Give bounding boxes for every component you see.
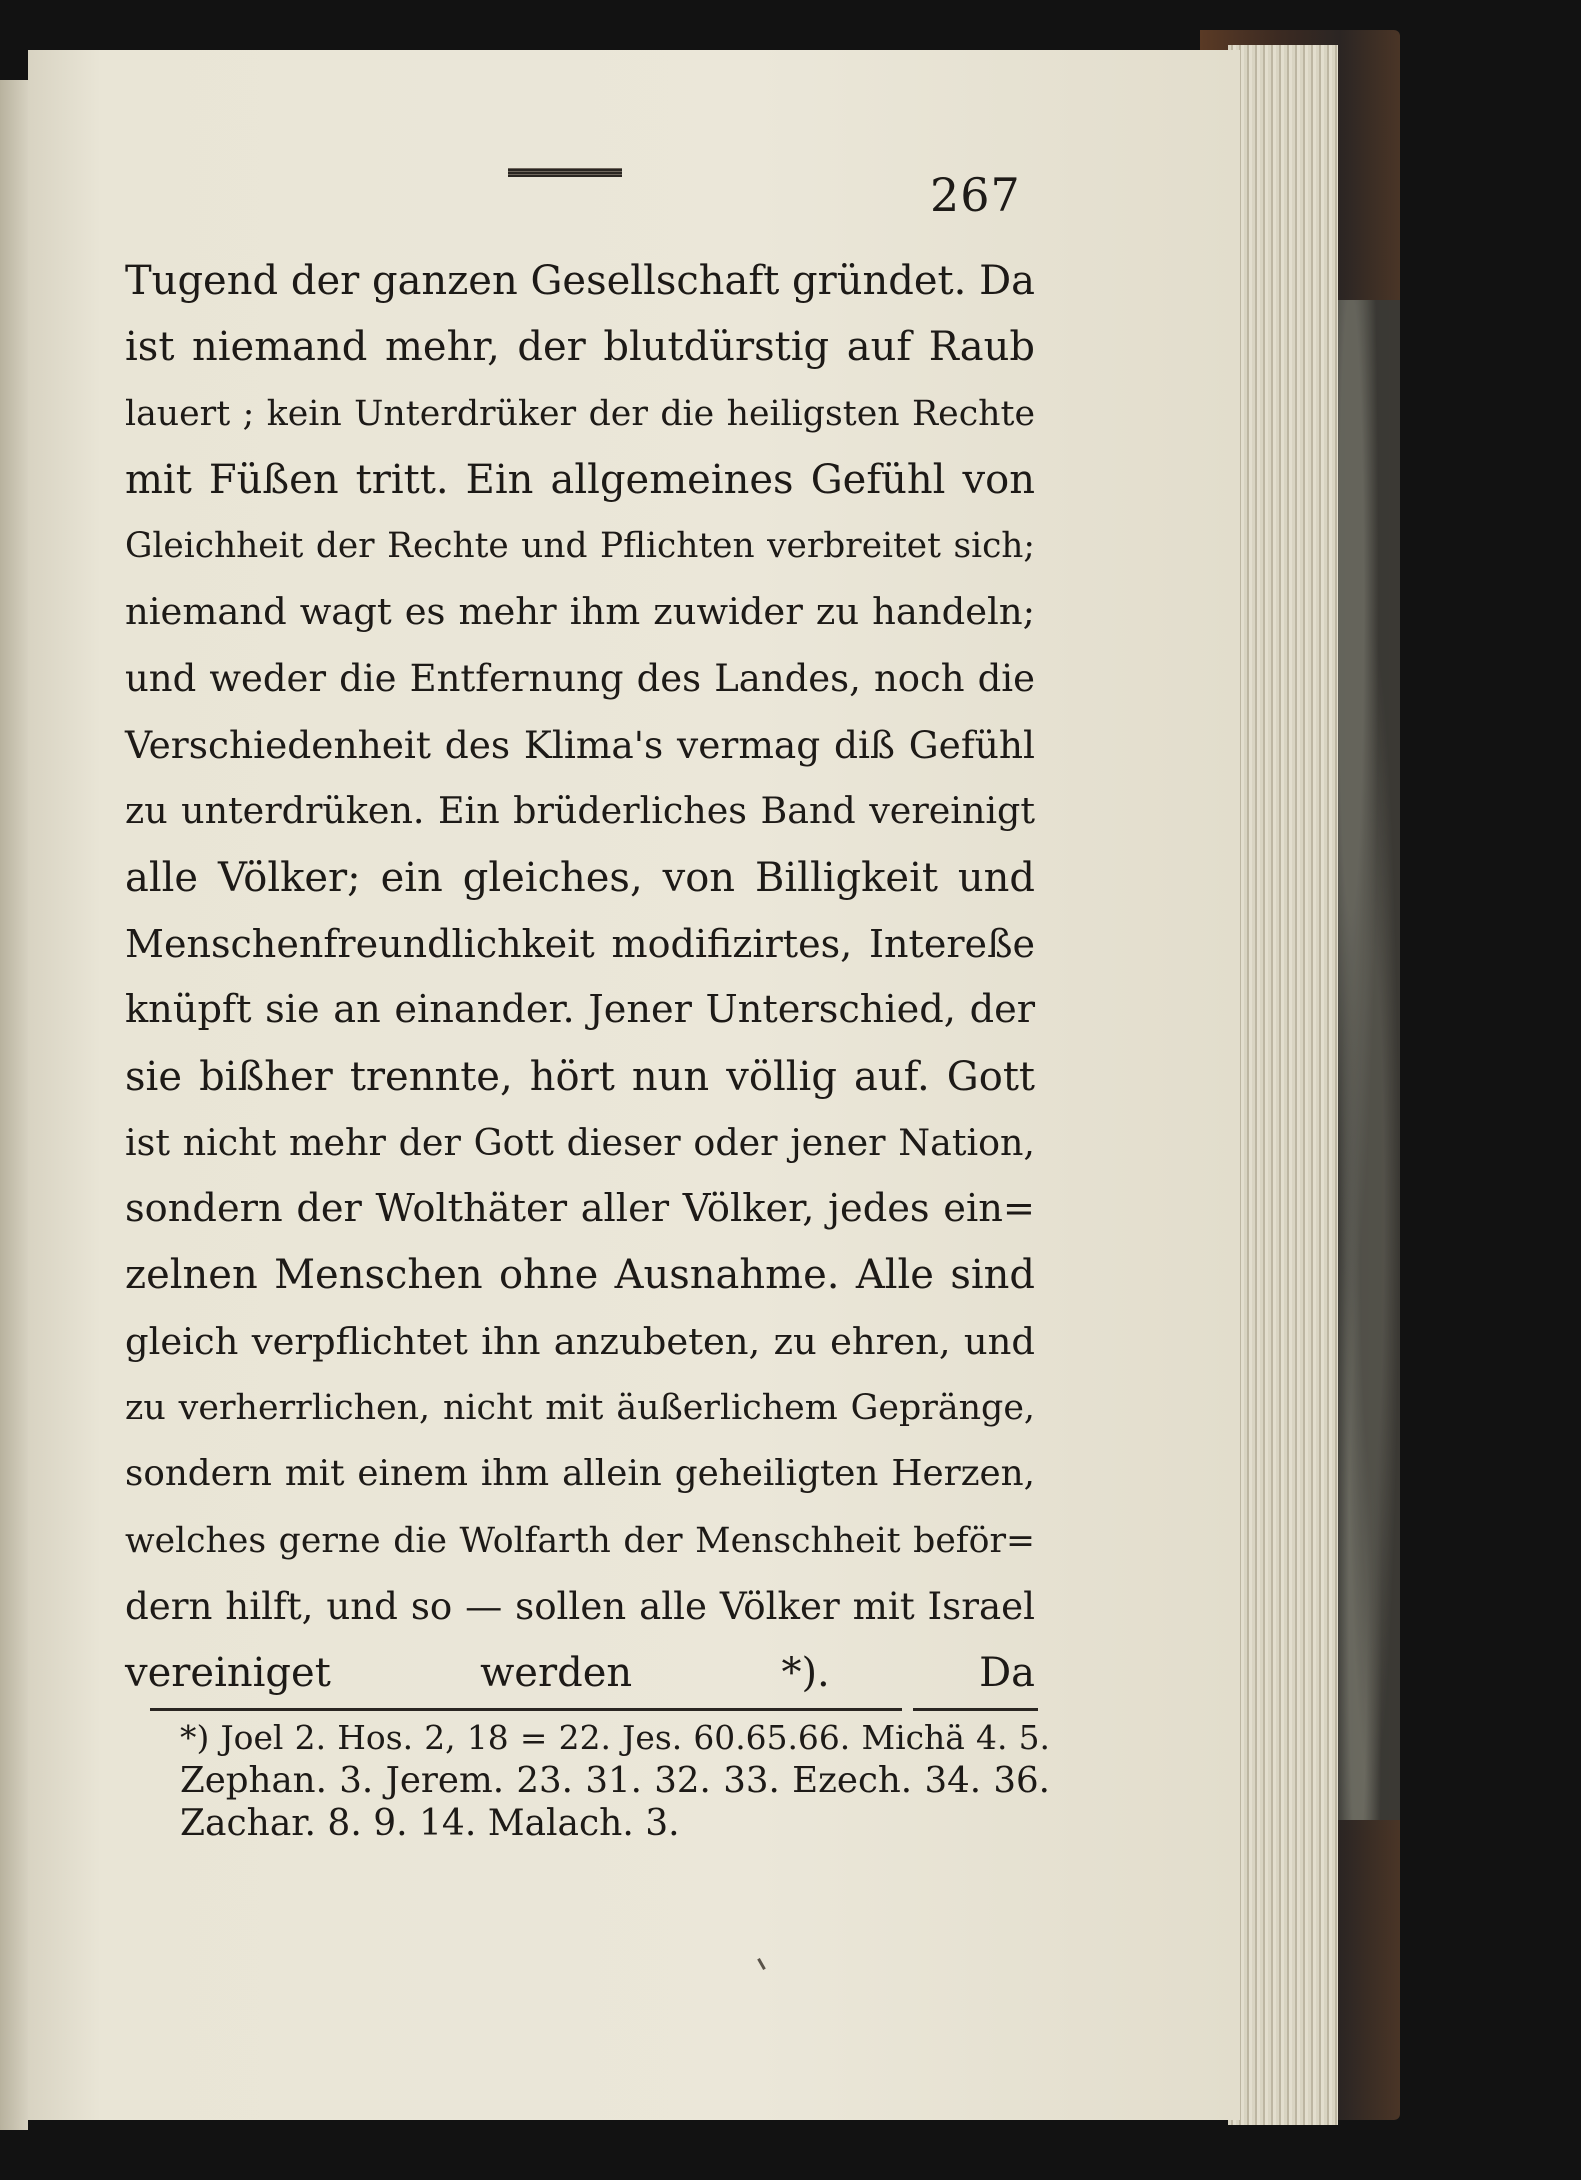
text-line: Gleichheit der Rechte und Pflichten verbreitet sich; (125, 526, 1035, 567)
footnote (180, 1716, 1050, 1845)
facing-page-edge (0, 80, 28, 2130)
text-line: Verschiedenheit des Klima's vermag diß Gefühl (125, 723, 1035, 768)
text-line: mit Füßen tritt. Ein allgemeines Gefühl von (125, 456, 1035, 503)
footnote-line: Zephan. 3. Jerem. 23. 31. 32. 33. Ezech. 34. 36. (180, 1760, 1050, 1801)
page-number: 267 (930, 168, 1021, 222)
text-line: sondern mit einem ihm allein geheiligten Herzen, (125, 1453, 1035, 1495)
text-line: zu verherrlichen, nicht mit äußerlichem Gepränge, (125, 1388, 1035, 1429)
text-line: gleich verpflichtet ihn anzubeten, zu ehren, und (125, 1319, 1035, 1363)
marbled-cover-paper (1330, 300, 1400, 1820)
text-line: dern hilft, und so — sollen alle Völker mit Israel (125, 1584, 1035, 1628)
text-line: Tugend der ganzen Gesellschaft gründet. Da (125, 258, 1035, 304)
header-ornament-rule (508, 168, 622, 177)
text-line: zu unterdrüken. Ein brüderliches Band vereinigt (125, 789, 1035, 833)
footnote-line: *) Joel 2. Hos. 2, 18 = 22. Jes. 60.65.66. Michä 4. 5. (180, 1718, 1050, 1757)
footnote-separator (150, 1708, 902, 1711)
text-line: welches gerne die Wolfarth der Menschheit beför= (125, 1520, 1035, 1561)
body-text (125, 248, 1035, 1707)
footnote-line: Zachar. 8. 9. 14. Malach. 3. (180, 1803, 680, 1844)
text-line: ist nicht mehr der Gott dieser oder jener Nation, (125, 1120, 1035, 1164)
text-line: ist niemand mehr, der blutdürstig auf Raub (125, 324, 1035, 371)
text-line: Menschenfreundlichkeit modifizirtes, Intereße (125, 921, 1035, 966)
text-line: sondern der Wolthäter aller Völker, jedes ein= (125, 1186, 1035, 1232)
text-line: und weder die Entfernung des Landes, noch die (125, 656, 1035, 700)
text-line: alle Völker; ein gleiches, von Billigkeit und (125, 854, 1035, 901)
footnote-separator (913, 1708, 1038, 1711)
text-line: lauert ; kein Unterdrüker der die heiligsten Rechte (125, 393, 1035, 434)
page-block-edges (1228, 45, 1338, 2125)
text-line: knüpft sie an einander. Jener Unterschied, der (125, 987, 1035, 1033)
text-line: sie bißher trennte, hört nun völlig auf. Gott (125, 1053, 1035, 1100)
text-line: niemand wagt es mehr ihm zuwider zu handeln; (125, 590, 1035, 634)
text-line: vereiniget werden *). Da (125, 1650, 1035, 1697)
text-line: zelnen Menschen ohne Ausnahme. Alle sind (125, 1252, 1035, 1299)
